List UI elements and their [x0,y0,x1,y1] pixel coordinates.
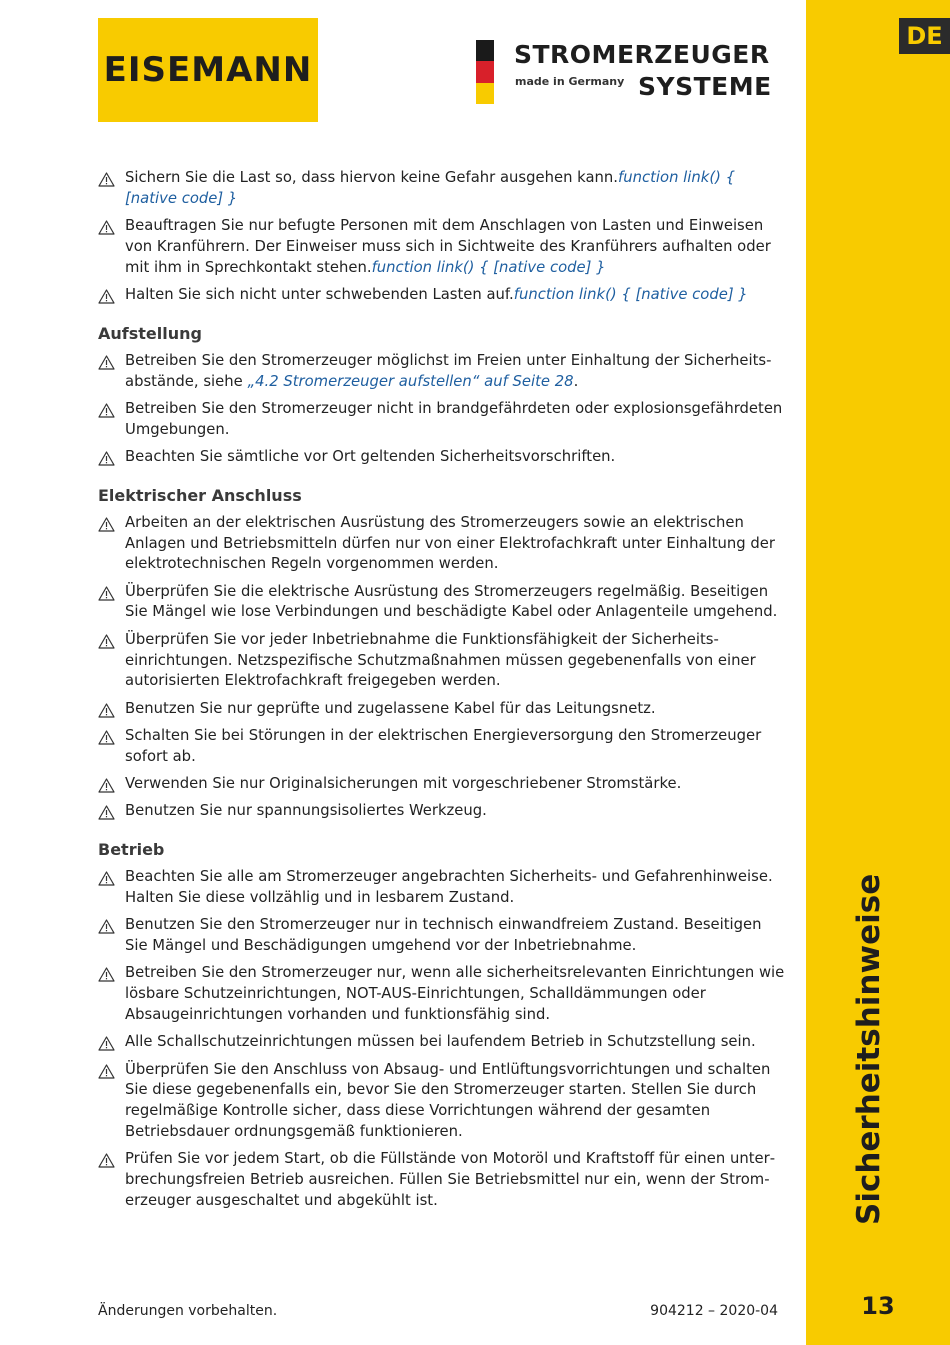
warning-list-item [98,963,788,1025]
cross-reference-link[interactable]: function link() { [native code] } [371,258,606,276]
item-text: Halten Sie sich nicht unter schwebenden Lasten auf. [125,285,514,303]
page-number: 13 [861,1292,895,1320]
warning-list-item [98,1060,788,1143]
cross-reference-link[interactable]: „4.2 Stromerzeuger aufstellen“ auf Seite 28 [247,372,574,390]
item-text: Verwenden Sie nur Originalsicherungen mit vorgeschriebener Stromstärke. [125,775,682,793]
warning-list-item [98,1149,788,1211]
language-badge: DE [899,18,950,54]
flag-stripe-red [476,61,494,82]
item-text: Überprüfen Sie die elektrische Ausrüstung des Stromerzeugers regelmäßig. Beseitigen Sie Mängel wie lose Verbindungen und beschädigte Kabel oder Anlagenteile umgehend. [125,582,778,621]
item-text: Benutzen Sie den Stromerzeuger nur in technisch einwandfreiem Zustand. Beseitigen Sie Mängel und Beschädigungen umgehend vor der Inbetriebnahme. [125,916,762,955]
item-text-suffix: . [573,372,579,390]
item-text: Benutzen Sie nur spannungsisoliertes Werkzeug. [125,802,487,820]
warning-list-item [98,1032,788,1053]
warning-list-item [98,285,788,306]
warning-list-item [98,351,788,393]
warning-list-item [98,216,788,278]
flag-stripe-gold [476,83,494,104]
item-text: Benutzen Sie nur geprüfte und zugelassene Kabel für das Leitungsnetz. [125,699,656,717]
eisemann-logo [98,18,318,122]
warning-list-item [98,513,788,575]
logo-text: EISEMANN [103,50,313,90]
brand-subtitle: made in Germany [515,75,625,88]
cross-reference-link[interactable]: function link() { [native code] } [125,169,735,207]
warning-list-item [98,582,788,624]
item-text: Beachten Sie alle am Stromerzeuger angebrachten Sicherheits- und Gefahrenhinweise. Halten Sie diese vollzählig und in lesbarem Zustand. [125,868,773,906]
item-text: Beauftragen Sie nur befugte Personen mit dem Anschlagen von Lasten und Einweisen von Kranführern. Der Einweiser muss sich in Sichtweite des Kranführers aufhalten oder mit ihm in Sprechkontakt stehen. [125,217,771,276]
warning-list-item [98,699,788,720]
section-heading: Elektrischer Anschluss [98,485,302,505]
section-heading: Betrieb [98,840,165,860]
item-text: Betreiben Sie den Stromerzeuger möglichst im Freien unter Einhaltung der Sicherheitsabstände, siehe [125,351,772,390]
warning-list-item [98,915,788,957]
warning-list-item [98,726,788,768]
warning-list-item [98,168,788,210]
brand-title-line2: SYSTEME [638,72,772,101]
intro-list [98,168,788,306]
item-text: Sichern Sie die Last so, dass hiervon keine Gefahr ausgehen kann. [125,169,618,186]
item-text: Schalten Sie bei Störungen in der elektrischen Energieversorgung den Stromerzeuger sofort ab. [125,726,762,765]
section-heading: Aufstellung [98,323,202,343]
item-text: Prüfen Sie vor jedem Start, ob die Füllstände von Motoröl und Kraftstoff für einen unterbrechungsfreien Betrieb ausreichen. Füllen Sie Betriebsmittel nur ein, wenn der Stromerzeuger ausgeschaltet und abgekühlt ist. [125,1150,776,1209]
warning-list-item [98,399,788,441]
germany-flag-icon [476,40,494,104]
item-text: Betreiben Sie den Stromerzeuger nur, wenn alle sicherheitsrelevanten Einrichtungen wie lösbare Schutzeinrichtungen, NOT-AUS-Einrichtungen, Schalldämmungen oder Absaugeinrichtungen vorhanden und funktionsfähig sind. [125,964,785,1023]
cross-reference-link[interactable]: function link() { [native code] } [513,285,748,303]
warning-list-item [98,447,788,468]
warning-list-item [98,774,788,795]
item-text: Überprüfen Sie vor jeder Inbetriebnahme die Funktionsfähigkeit der Sicherheitseinrichtungen. Netzspezifische Schutzmaßnahmen müssen gegebenenfalls von einer autorisierten Elektrofachkraft freigegeben werden. [125,630,756,690]
warning-list-item [98,801,788,822]
section-title-vertical: Sicherheitshinweise [851,873,887,1225]
warning-list-item [98,867,788,909]
flag-stripe-black [476,40,494,61]
footer-note: Änderungen vorbehalten. [98,1303,278,1319]
item-text: Überprüfen Sie den Anschluss von Absaug- und Entlüftungsvorrichtungen und schalten Sie diese gegebenenfalls ein, bevor Sie den Stromerzeuger starten. Stellen Sie durch regelmäßige Kontrolle sicher, dass diese Vorrichtungen während der gesamten Betriebsdauer ordnungsgemäß funktionieren. [125,1060,771,1140]
sections [98,324,788,1212]
item-text: Betreiben Sie den Stromerzeuger nicht in brandgefährdeten oder explosionsgefährdeten Umgebungen. [125,399,783,438]
warning-list-item [98,630,788,692]
item-text: Arbeiten an der elektrischen Ausrüstung des Stromerzeugers sowie an elektrischen Anlagen und Betriebsmitteln dürfen nur von einer Elektrofachkraft unter Einhaltung der elektrotechnischen Regeln vorgenommen werden. [125,513,775,573]
main-content [98,168,788,1218]
brand-title-line1: STROMERZEUGER [514,40,770,69]
item-text: Alle Schallschutzeinrichtungen müssen bei laufendem Betrieb in Schutzstellung sein. [125,1033,756,1051]
item-text: Beachten Sie sämtliche vor Ort geltenden Sicherheitsvorschriften. [125,447,616,465]
footer-doc-id: 904212 – 2020-04 [650,1303,778,1319]
